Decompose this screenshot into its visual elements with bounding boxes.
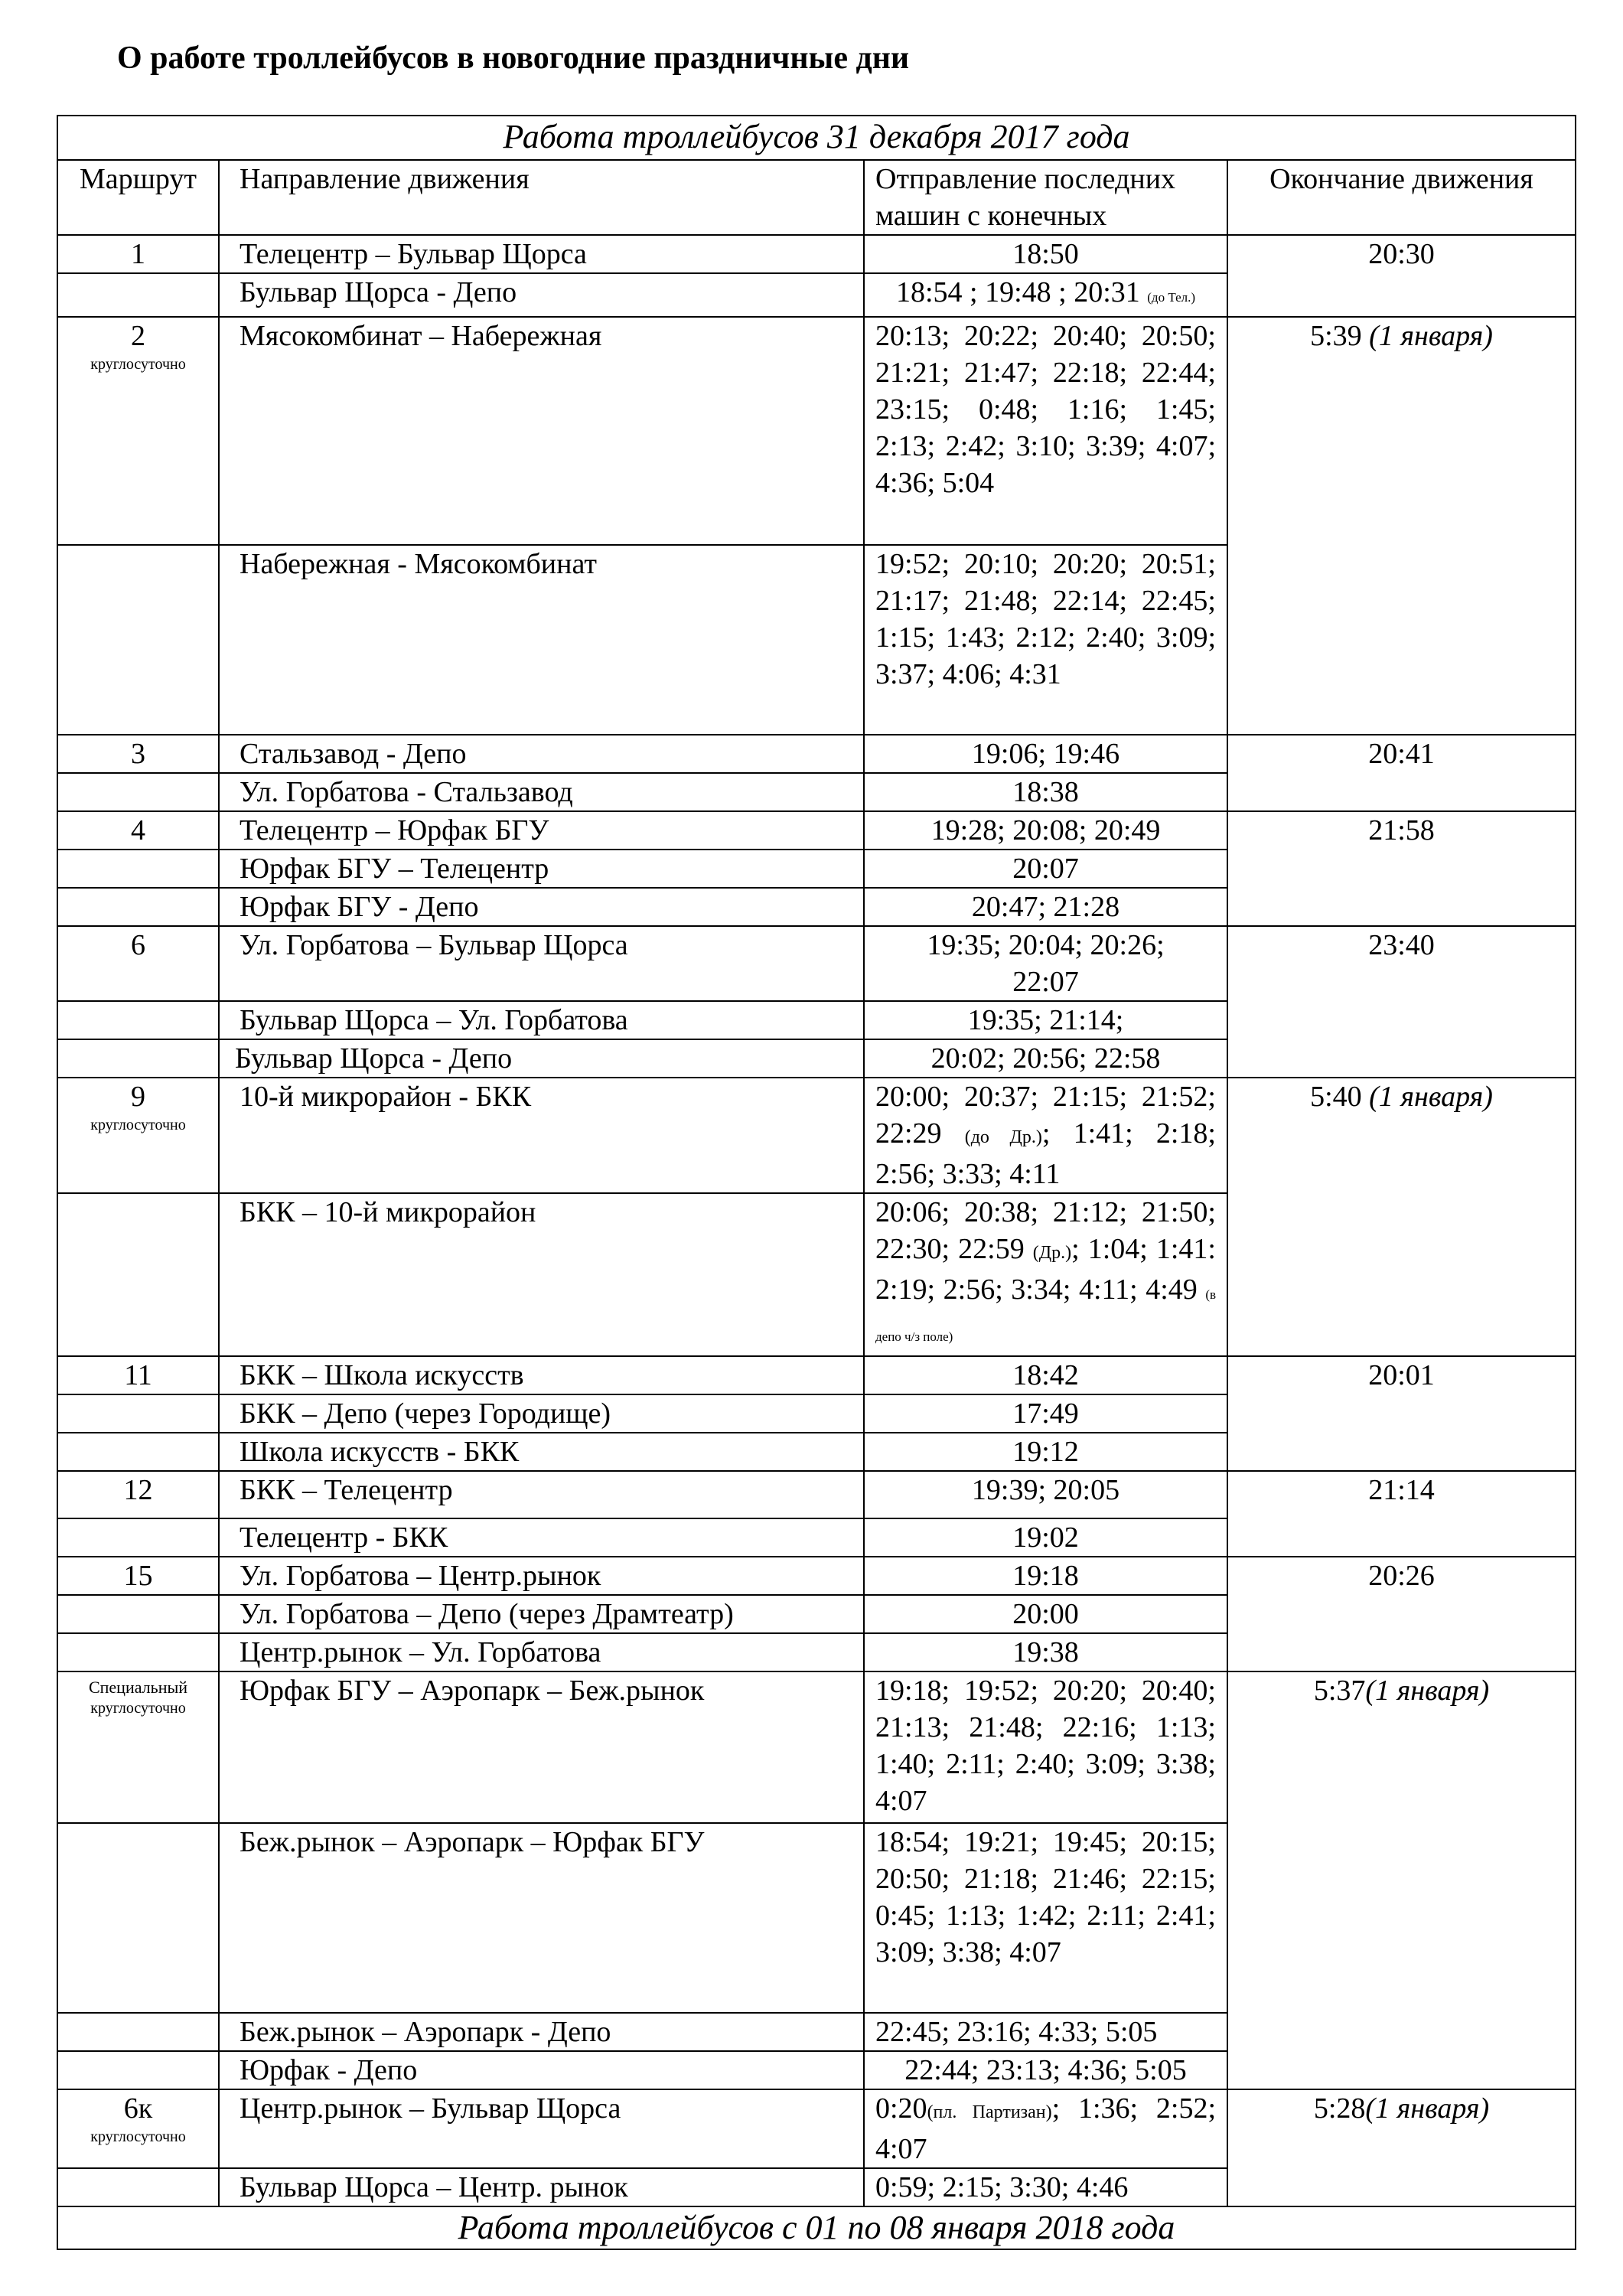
route-sub: круглосуточно — [90, 1700, 186, 1717]
departures: 19:52; 20:10; 20:20; 20:51; 21:17; 21:48; 22:14; 22:45; 1:15; 1:43; 2:12; 2:40; 3:09; 3:37; 4:06; 4:31 — [864, 545, 1227, 735]
col-header-route: Маршрут — [57, 160, 219, 235]
departures: 18:54; 19:21; 19:45; 20:15; 20:50; 21:18; 21:46; 22:15; 0:45; 1:13; 1:42; 2:11; 2:41; 3:09; 3:38; 4:07 — [864, 1823, 1227, 2013]
departures: 20:13; 20:22; 20:40; 20:50; 21:21; 21:47; 22:18; 22:44; 23:15; 0:48; 1:16; 1:45; 2:13; 2:42; 3:10; 3:39; 4:07; 4:36; 5:04 — [864, 317, 1227, 545]
table-row — [57, 235, 1576, 273]
route-number: 6 — [57, 926, 219, 1001]
route-sub: круглосуточно — [90, 2128, 186, 2145]
departures: 18:50 — [864, 235, 1227, 273]
direction: Телецентр – Бульвар Щорса — [219, 235, 864, 273]
direction: Юрфак БГУ - Депо — [219, 888, 864, 926]
departures: 17:49 — [864, 1394, 1227, 1433]
departures: 0:59; 2:15; 3:30; 4:46 — [864, 2168, 1227, 2206]
direction: Бульвар Щорса – Центр. рынок — [219, 2168, 864, 2206]
route-number: 1 — [57, 235, 219, 273]
direction: Бульвар Щорса - Депо — [219, 273, 864, 317]
direction: Ул. Горбатова – Бульвар Щорса — [219, 926, 864, 1001]
table-row — [57, 811, 1576, 850]
end-time: 21:14 — [1227, 1471, 1576, 1557]
direction: БКК – Школа искусств — [219, 1356, 864, 1394]
table-row — [57, 1671, 1576, 1823]
departures: 0:20(пл. Партизан); 1:36; 2:52; 4:07 — [864, 2089, 1227, 2168]
direction: Ул. Горбатова – Центр.рынок — [219, 1557, 864, 1595]
departures: 20:02; 20:56; 22:58 — [864, 1039, 1227, 1078]
end-time: 20:26 — [1227, 1557, 1576, 1671]
departures: 19:39; 20:05 — [864, 1471, 1227, 1518]
departures: 18:42 — [864, 1356, 1227, 1394]
table-row — [57, 1471, 1576, 1518]
direction: БКК – 10-й микрорайон — [219, 1193, 864, 1356]
departure-note: (пл. Партизан) — [927, 2102, 1052, 2122]
direction: Беж.рынок – Аэропарк – Юрфак БГУ — [219, 1823, 864, 2013]
route-number: 9 круглосуточно — [57, 1078, 219, 1193]
end-time: 21:58 — [1227, 811, 1576, 926]
departures: 19:06; 19:46 — [864, 735, 1227, 773]
departures: 19:18 — [864, 1557, 1227, 1595]
departures: 19:18; 19:52; 20:20; 20:40; 21:13; 21:48; 22:16; 1:13; 1:40; 2:11; 2:40; 3:09; 3:38; 4:07 — [864, 1671, 1227, 1823]
departures: 19:02 — [864, 1518, 1227, 1557]
end-time: 5:39 (1 января) — [1227, 317, 1576, 735]
schedule-table — [57, 115, 1576, 2250]
table-footer: Работа троллейбусов с 01 по 08 января 2018 года — [57, 2206, 1576, 2249]
table-footer-row — [57, 2206, 1576, 2249]
departures: 18:38 — [864, 773, 1227, 811]
departure-note: (до Др.) — [964, 1127, 1042, 1147]
end-time: 20:30 — [1227, 235, 1576, 317]
departures: 19:35; 21:14; — [864, 1001, 1227, 1039]
route-number: 6к круглосуточно — [57, 2089, 219, 2168]
departures: 20:00; 20:37; 21:15; 21:52; 22:29 (до Др.); 1:41; 2:18; 2:56; 3:33; 4:11 — [864, 1078, 1227, 1193]
end-time: 23:40 — [1227, 926, 1576, 1078]
col-header-direction: Направление движения — [219, 160, 864, 235]
table-row — [57, 1557, 1576, 1595]
departures: 19:38 — [864, 1633, 1227, 1671]
departure-note: (до Тел.) — [1147, 290, 1196, 305]
departures: 20:00 — [864, 1595, 1227, 1633]
direction: Беж.рынок – Аэропарк - Депо — [219, 2013, 864, 2051]
direction: Центр.рынок – Бульвар Щорса — [219, 2089, 864, 2168]
table-row — [57, 2089, 1576, 2168]
route-number: 15 — [57, 1557, 219, 1595]
direction: Стальзавод - Депо — [219, 735, 864, 773]
direction: Юрфак - Депо — [219, 2051, 864, 2089]
direction: БКК – Телецентр — [219, 1471, 864, 1518]
route-number: 4 — [57, 811, 219, 850]
departures: 20:07 — [864, 850, 1227, 888]
table-row — [57, 735, 1576, 773]
route-sub: круглосуточно — [90, 356, 186, 373]
route-number: 12 — [57, 1471, 219, 1518]
end-time: 20:41 — [1227, 735, 1576, 811]
direction: БКК – Депо (через Городище) — [219, 1394, 864, 1433]
table-heading-row — [57, 116, 1576, 160]
route-number: 11 — [57, 1356, 219, 1394]
direction: Школа искусств - БКК — [219, 1433, 864, 1471]
direction: Бульвар Щорса - Депо — [219, 1039, 864, 1078]
direction: Набережная - Мясокомбинат — [219, 545, 864, 735]
direction: Ул. Горбатова – Депо (через Драмтеатр) — [219, 1595, 864, 1633]
col-header-end: Окончание движения — [1227, 160, 1576, 235]
end-time: 5:37(1 января) — [1227, 1671, 1576, 2089]
route-number: 3 — [57, 735, 219, 773]
departures: 22:44; 23:13; 4:36; 5:05 — [864, 2051, 1227, 2089]
direction: Юрфак БГУ – Телецентр — [219, 850, 864, 888]
direction: Юрфак БГУ – Аэропарк – Беж.рынок — [219, 1671, 864, 1823]
departure-note: (Др.) — [1032, 1243, 1072, 1263]
direction: Центр.рынок – Ул. Горбатова — [219, 1633, 864, 1671]
table-row — [57, 926, 1576, 1001]
departure-note: (в депо ч/з поле) — [875, 1287, 1217, 1344]
end-time: 5:28(1 января) — [1227, 2089, 1576, 2206]
end-time: 20:01 — [1227, 1356, 1576, 1471]
route-sub: круглосуточно — [90, 1117, 186, 1133]
table-row — [57, 317, 1576, 545]
departures: 19:28; 20:08; 20:49 — [864, 811, 1227, 850]
direction: Бульвар Щорса – Ул. Горбатова — [219, 1001, 864, 1039]
direction: Телецентр – Юрфак БГУ — [219, 811, 864, 850]
route-number: Специальный круглосуточно — [57, 1671, 219, 1823]
route-number: 2 круглосуточно — [57, 317, 219, 545]
page-title: О работе троллейбусов в новогодние праздничные дни — [117, 41, 910, 76]
table-row — [57, 1078, 1576, 1193]
departures: 20:06; 20:38; 21:12; 21:50; 22:30; 22:59 (Др.); 1:04; 1:41: 2:19; 2:56; 3:34; 4:11; 4:49 (в депо ч/з поле) — [864, 1193, 1227, 1356]
direction: 10-й микрорайон - БКК — [219, 1078, 864, 1193]
table-row — [57, 1356, 1576, 1394]
departures: 19:12 — [864, 1433, 1227, 1471]
departures: 19:35; 20:04; 20:26; 22:07 — [864, 926, 1227, 1001]
direction: Телецентр - БКК — [219, 1518, 864, 1557]
departures: 22:45; 23:16; 4:33; 5:05 — [864, 2013, 1227, 2051]
direction: Мясокомбинат – Набережная — [219, 317, 864, 545]
table-heading: Работа троллейбусов 31 декабря 2017 года — [57, 116, 1576, 160]
departures: 18:54 ; 19:48 ; 20:31 (до Тел.) — [864, 273, 1227, 317]
col-header-departures: Отправление последних машин с конечных — [864, 160, 1227, 235]
header-row — [57, 160, 1576, 235]
end-time: 5:40 (1 января) — [1227, 1078, 1576, 1356]
direction: Ул. Горбатова - Стальзавод — [219, 773, 864, 811]
departures: 20:47; 21:28 — [864, 888, 1227, 926]
